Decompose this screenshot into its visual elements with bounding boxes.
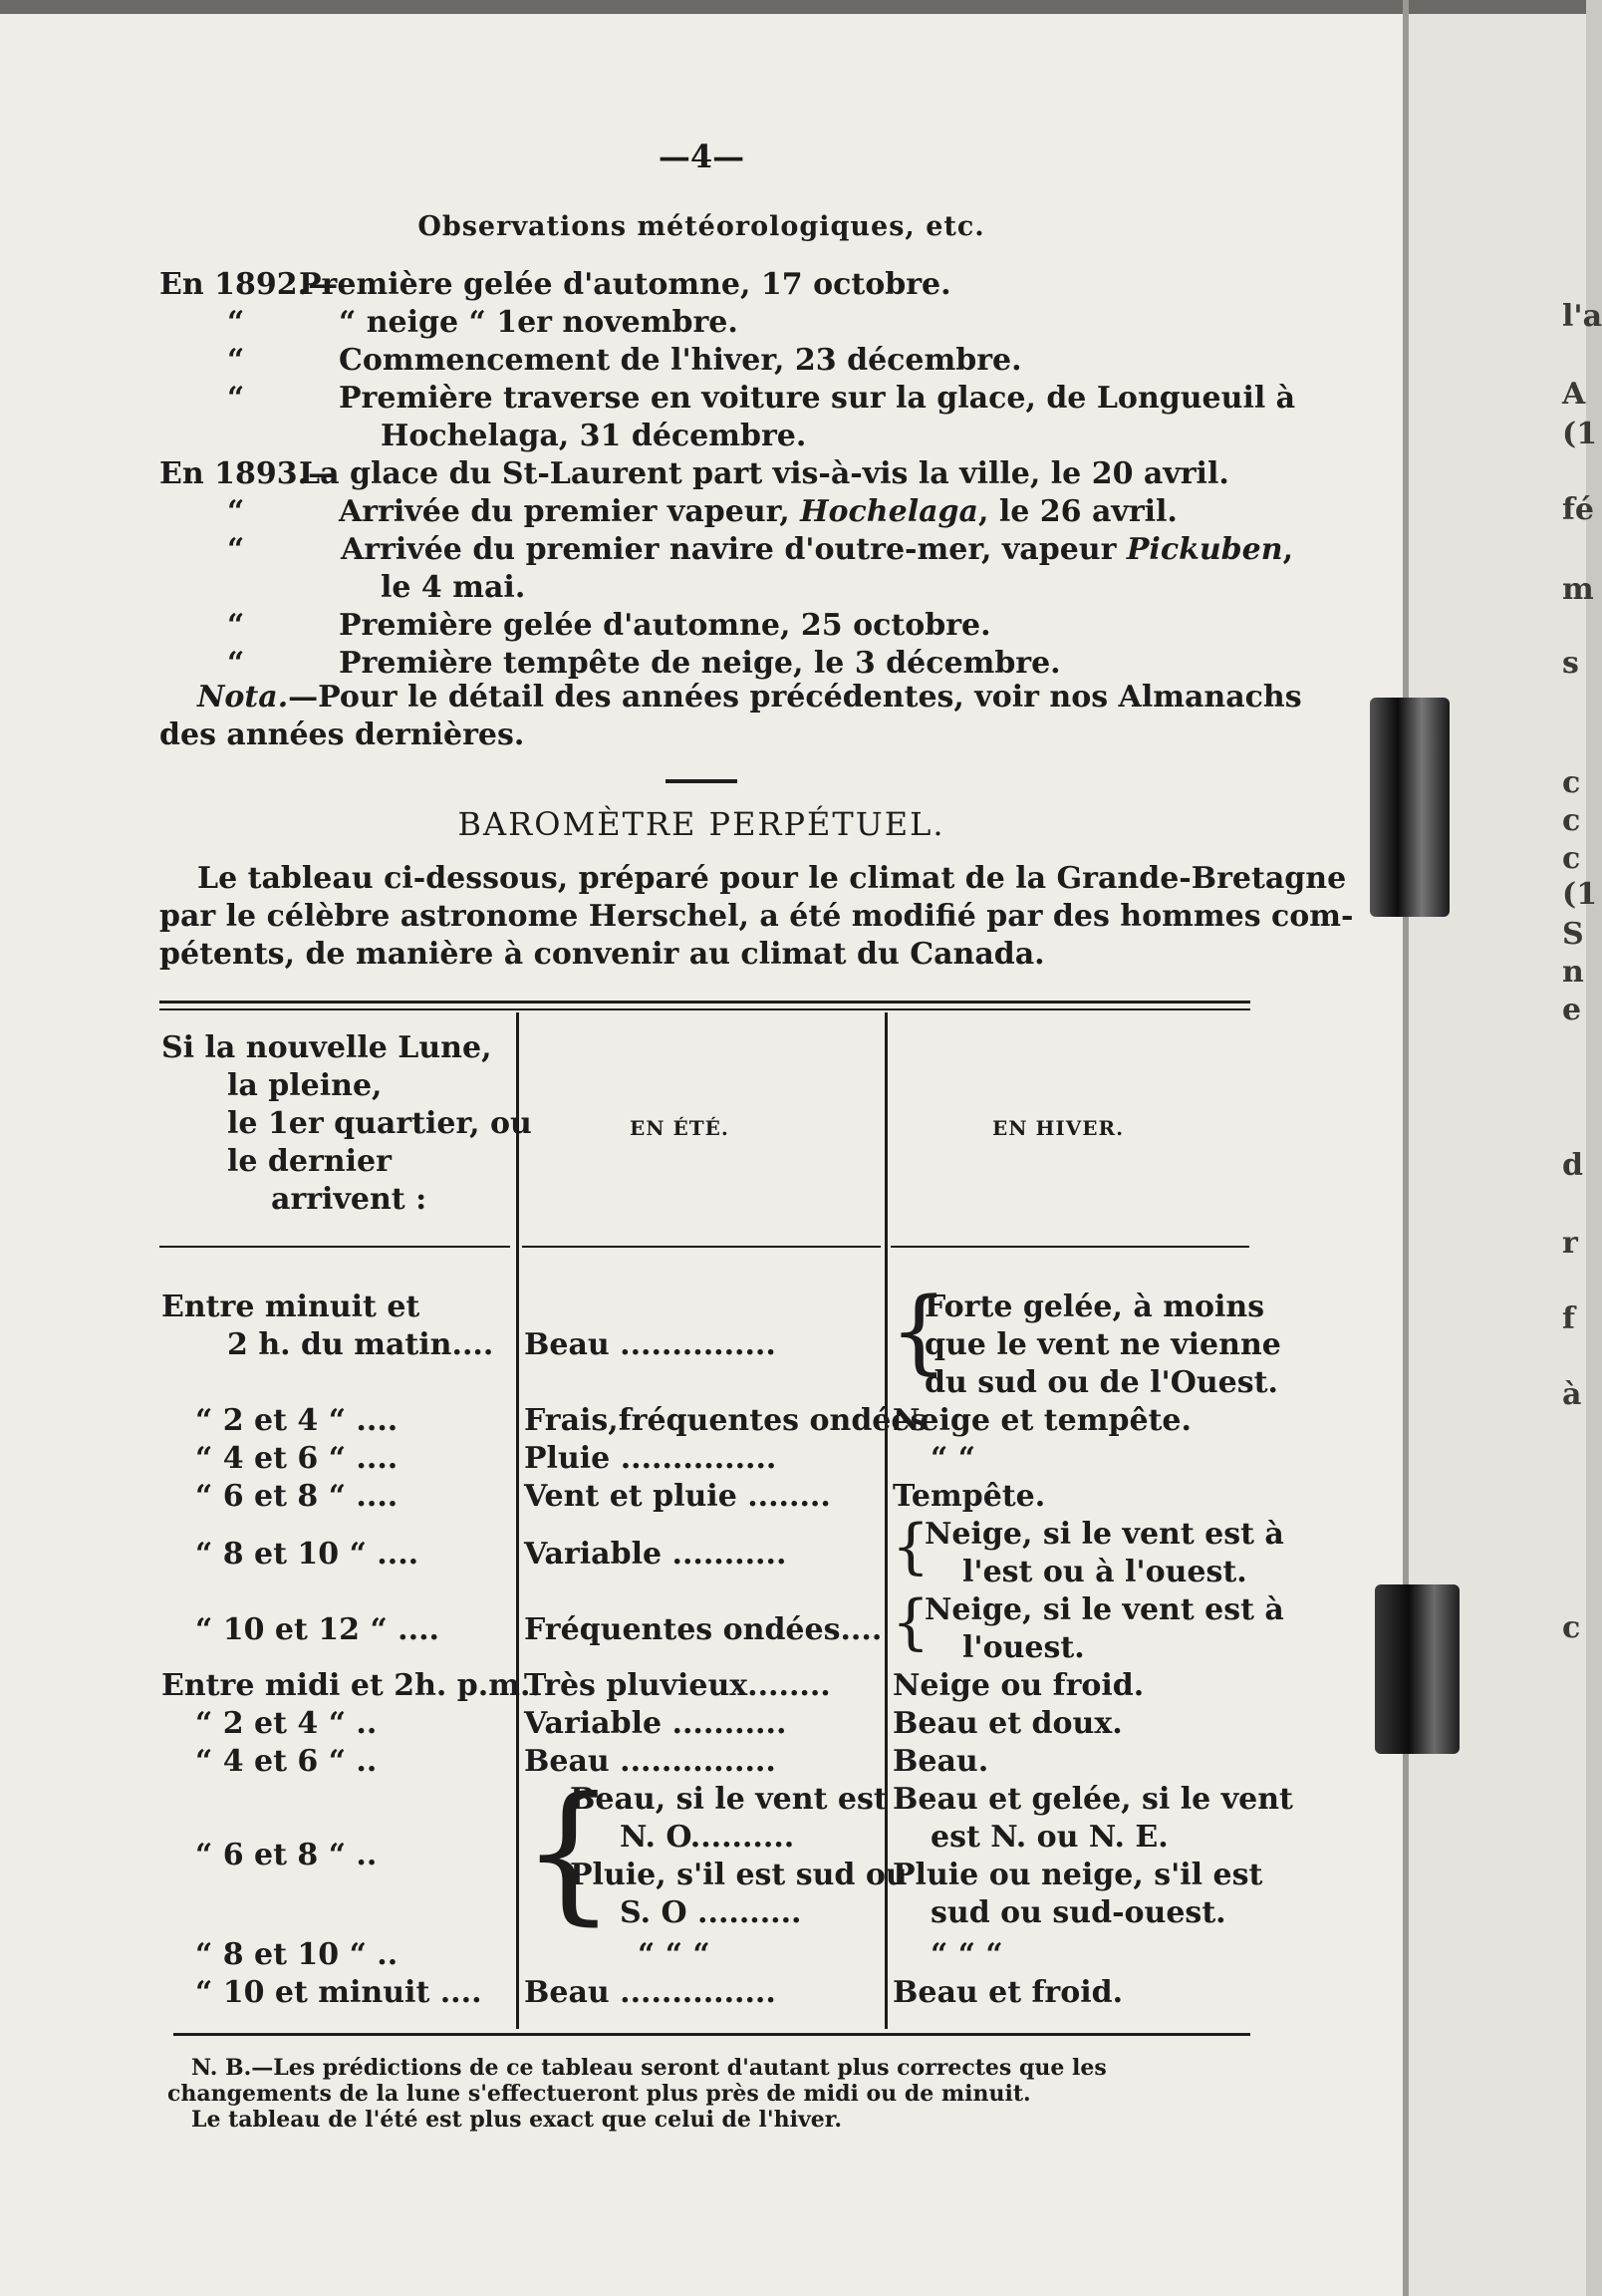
row-ete-cell: Fréquentes ondées.... — [524, 1612, 883, 1647]
right-page-fragment: (1 — [1562, 417, 1598, 451]
right-page-fragment: n — [1562, 955, 1584, 990]
right-page-fragment: à — [1562, 1377, 1582, 1412]
row-time-cell: “ 6 et 8 “ .. — [195, 1838, 378, 1872]
nota-label: Nota. — [197, 680, 289, 715]
row-hiver-cell: Neige, si le vent est à — [925, 1517, 1284, 1552]
row-ete-cell: Variable ........... — [524, 1706, 787, 1741]
right-page-fragment: e — [1562, 993, 1582, 1027]
page-number: —4— — [658, 138, 745, 175]
row-ete-cell: Variable ........... — [524, 1537, 787, 1572]
obs-line-text — [339, 494, 1178, 529]
note-line-3: Le tableau de l'été est plus exact que celui de l'hiver. — [191, 2107, 842, 2133]
row-time-cell: “ 10 et minuit .... — [195, 1975, 482, 2010]
obs-text-pre: Arrivée du premier vapeur, — [339, 494, 801, 529]
obs-line-lead: “ — [227, 532, 245, 567]
obs-line-lead: “ — [227, 381, 245, 416]
barometre-title: BAROMÈTRE PERPÉTUEL. — [457, 805, 945, 843]
row-ete-cell: Beau ............... — [524, 1975, 776, 2010]
right-page-fragment: l'a — [1562, 299, 1602, 334]
row-time-cell: “ 4 et 6 “ .... — [195, 1441, 399, 1476]
note-line-2: changements de la lune s'effectueront plus près de midi ou de minuit. — [167, 2081, 1031, 2107]
brace-row10: { — [521, 1766, 617, 1939]
row-hiver-cell: sud ou sud-ouest. — [931, 1895, 1226, 1930]
row-ete-cell: S. O .......... — [620, 1895, 802, 1930]
intro-line-2: par le célèbre astronome Herschel, a été modifié par des hommes com- — [159, 899, 1354, 934]
header-en-ete: EN ÉTÉ. — [630, 1116, 729, 1140]
row-hiver-cell: Beau. — [893, 1744, 989, 1779]
header-rule-1 — [159, 1246, 510, 1248]
row-hiver-cell: l'est ou à l'ouest. — [962, 1555, 1247, 1589]
table-column-divider-1 — [516, 1012, 519, 2029]
right-page-fragment: fé — [1562, 492, 1594, 527]
obs-line-text: Première gelée d'automne, 17 octobre. — [299, 267, 951, 302]
row-hiver-cell: Neige, si le vent est à — [925, 1592, 1284, 1627]
header-col1-line5: arrivent : — [271, 1182, 427, 1217]
obs-text-post: , — [1282, 532, 1294, 567]
header-en-hiver: EN HIVER. — [992, 1116, 1125, 1140]
row-ete-cell: Pluie, s'il est sud ou — [570, 1858, 908, 1892]
obs-text-pre: Arrivée du premier navire d'outre-mer, vapeur — [341, 532, 1127, 567]
section-title: Observations météorologiques, etc. — [417, 211, 985, 242]
obs-line-lead: “ — [227, 343, 245, 378]
right-page-fragment: c — [1562, 1610, 1581, 1645]
row-hiver-cell: que le vent ne vienne — [925, 1327, 1281, 1362]
row-time-cell: “ 6 et 8 “ .... — [195, 1479, 399, 1514]
intro-line-1: Le tableau ci-dessous, préparé pour le climat de la Grande-Bretagne — [197, 861, 1347, 896]
obs-text-italic: Pickuben — [1126, 532, 1283, 567]
row-time-cell: “ 2 et 4 “ .... — [195, 1403, 399, 1438]
header-col1-line1: Si la nouvelle Lune, — [161, 1030, 492, 1065]
right-page-fragment: f — [1562, 1301, 1575, 1336]
right-page-fragment: S — [1562, 917, 1584, 952]
brace-row6: { — [892, 1587, 931, 1657]
right-page-fragment: A — [1562, 377, 1586, 412]
header-col1-line3: le 1er quartier, ou — [227, 1106, 532, 1141]
row-time-cell: “ 8 et 10 “ .. — [195, 1937, 399, 1972]
row-ete-cell: Beau ............... — [524, 1327, 776, 1362]
row-ete-cell: Très pluvieux........ — [524, 1668, 831, 1703]
obs-line-lead: “ — [227, 646, 245, 681]
row-hiver-cell: Tempête. — [893, 1479, 1046, 1514]
brace-row1: { — [890, 1278, 948, 1384]
obs-line-lead: “ — [227, 608, 245, 643]
right-page-fragment: c — [1562, 765, 1581, 800]
row-time-cell: “ 2 et 4 “ .. — [195, 1706, 378, 1741]
row-ete-cell: “ “ “ — [638, 1937, 710, 1972]
intro-line-3: pétents, de manière à convenir au climat du Canada. — [159, 937, 1045, 972]
obs-line-text: le 4 mai. — [381, 570, 526, 605]
obs-line-text: “ neige “ 1er novembre. — [339, 305, 738, 340]
row-ete-cell: N. O.......... — [620, 1820, 795, 1855]
table-top-rule — [159, 1001, 1250, 1004]
header-rule-3 — [891, 1246, 1249, 1248]
header-rule-2 — [522, 1246, 881, 1248]
nota-line — [197, 680, 1302, 715]
right-page-fragment: d — [1562, 1148, 1583, 1183]
row-ete-cell: Beau ............... — [524, 1744, 776, 1779]
table-top-rule-2 — [159, 1008, 1250, 1010]
obs-line-lead: En 1893.— — [159, 456, 339, 491]
obs-line-lead: “ — [227, 494, 245, 529]
right-page-fragment: m — [1562, 572, 1594, 607]
row-time-cell: Entre minuit et — [161, 1290, 420, 1324]
row-ete-cell: Beau, si le vent est — [570, 1782, 888, 1817]
row-hiver-cell: “ “ — [931, 1441, 975, 1476]
right-page-fragment: c — [1562, 803, 1581, 838]
obs-line-text: La glace du St-Laurent part vis-à-vis la ville, le 20 avril. — [299, 456, 1229, 491]
right-page-fragment: c — [1562, 841, 1581, 876]
row-time-cell: “ 8 et 10 “ .... — [195, 1537, 419, 1572]
obs-line-text: Première gelée d'automne, 25 octobre. — [339, 608, 991, 643]
obs-text-italic: Hochelaga — [800, 494, 978, 529]
right-page — [1409, 14, 1586, 2296]
obs-line-lead: “ — [227, 305, 245, 340]
note-line-1: N. B.—Les prédictions de ce tableau seront d'autant plus correctes que les — [191, 2055, 1107, 2081]
obs-line-text: Commencement de l'hiver, 23 décembre. — [339, 343, 1022, 378]
row-hiver-cell: Beau et gelée, si le vent — [893, 1782, 1293, 1817]
row-hiver-cell: Beau et doux. — [893, 1706, 1123, 1741]
row-hiver-cell: Beau et froid. — [893, 1975, 1124, 2010]
separator-rule — [666, 779, 737, 783]
obs-line-text: Hochelaga, 31 décembre. — [381, 419, 807, 453]
obs-text-post: , le 26 avril. — [977, 494, 1178, 529]
row-time-cell: Entre midi et 2h. p.m.. — [161, 1668, 541, 1703]
brace-row5: { — [892, 1512, 931, 1581]
row-hiver-cell: Forte gelée, à moins — [925, 1290, 1265, 1324]
binding-clip-bottom — [1375, 1584, 1460, 1754]
right-page-fragment: s — [1562, 646, 1579, 681]
row-hiver-cell: Neige et tempête. — [893, 1403, 1192, 1438]
row-hiver-cell: Neige ou froid. — [893, 1668, 1145, 1703]
right-page-fragment: r — [1562, 1226, 1578, 1261]
nota-text: —Pour le détail des années précédentes, voir nos Almanachs — [288, 680, 1302, 715]
row-ete-cell: Vent et pluie ........ — [524, 1479, 831, 1514]
row-time-cell: “ 10 et 12 “ .... — [195, 1612, 439, 1647]
row-hiver-cell: du sud ou de l'Ouest. — [925, 1365, 1278, 1400]
header-col1-line4: le dernier — [227, 1144, 392, 1179]
obs-line-lead: En 1892.— — [159, 267, 339, 302]
nota-line-2: des années dernières. — [159, 718, 525, 752]
row-hiver-cell: l'ouest. — [962, 1630, 1085, 1665]
row-time-cell: 2 h. du matin.... — [227, 1327, 494, 1362]
obs-line-text — [341, 532, 1293, 567]
row-hiver-cell: est N. ou N. E. — [931, 1820, 1169, 1855]
obs-line-text: Première tempête de neige, le 3 décembre. — [339, 646, 1061, 681]
row-ete-cell: Pluie ............... — [524, 1441, 777, 1476]
obs-line-text: Première traverse en voiture sur la glace, de Longueuil à — [339, 381, 1296, 416]
header-col1-line2: la pleine, — [227, 1068, 383, 1103]
table-bottom-rule — [173, 2033, 1250, 2036]
row-hiver-cell: Pluie ou neige, s'il est — [893, 1858, 1263, 1892]
right-page-fragment: (1 — [1562, 877, 1598, 912]
row-hiver-cell: “ “ “ — [931, 1937, 1003, 1972]
row-ete-cell: Frais,fréquentes ondées — [524, 1403, 928, 1438]
row-time-cell: “ 4 et 6 “ .. — [195, 1744, 378, 1779]
